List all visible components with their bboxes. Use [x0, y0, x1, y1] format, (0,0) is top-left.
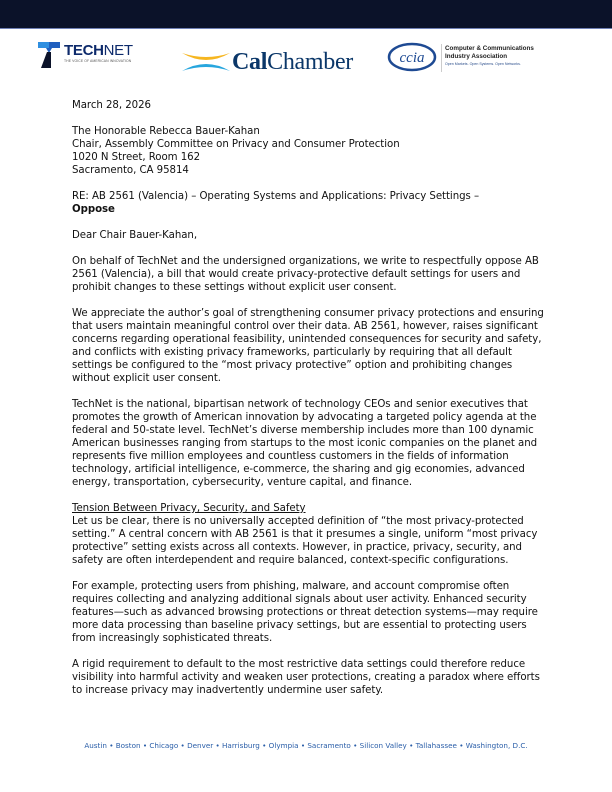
body-paragraph: For example, protecting users from phishing, malware, and account compromise often requires collecting and analyzing additional signals about user activity. Enhanced security features—such as advanced browsing protections or threat detection systems—may require more data processing than baseline privacy settings, but are essential to protecting users from increasingly sophisticated threats. [72, 581, 538, 644]
recipient-address [72, 125, 552, 177]
calchamber-wordmark: CalChamber [232, 49, 353, 75]
body-paragraph: TechNet is the national, bipartisan network of technology CEOs and senior executives that promotes the growth of American innovation by advocating a targeted policy agenda at the federal and 50-state level. TechNet’s diverse membership includes more than 100 dynamic American businesses ranging from startups to the most iconic companies on the planet and represents five million employees and countless customers in the fields of information technology, artificial intelligence, e-commerce, the sharing and gig economies, advanced energy, transportation, cybersecurity, venture capital, and finance. [72, 399, 538, 488]
body-paragraph: On behalf of TechNet and the undersigned organizations, we write to respectfully oppose AB 2561 (Valencia), a bill that would create privacy-protective default settings for users and prohibit changes to these settings without explicit user consent. [72, 256, 539, 293]
ccia-oval-icon [387, 42, 437, 72]
ccia-tagline: Open Markets. Open Systems. Open Networks. [445, 62, 521, 66]
recipient-line: Chair, Assembly Committee on Privacy and Consumer Protection [72, 139, 400, 150]
body-paragraph: We appreciate the author’s goal of strengthening consumer privacy protections and ensuring that users maintain meaningful control over their data. AB 2561, however, raises significant concerns regarding operational feasibility, unintended consequences for security and safety, and conflicts with existing privacy frameworks, particularly by requiring that all default settings be configured to the “most privacy protective” option and prohibiting changes without explicit user consent. [72, 308, 544, 384]
calchamber-swoosh-icon [182, 51, 230, 73]
ccia-divider [441, 44, 442, 72]
recipient-line: 1020 N Street, Room 162 [72, 152, 200, 163]
letter-body [72, 99, 552, 710]
body-paragraph: Let us be clear, there is no universally accepted definition of “the most privacy-protected setting.” A central concern with AB 2561 is that it presumes a single, uniform “most privacy protective” setting exists across all contexts. However, in practice, privacy, security, and safety are often interdependent and require balanced, context-specific configurations. [72, 516, 538, 566]
ccia-logo [387, 41, 567, 75]
svg-text:ccia: ccia [399, 50, 425, 66]
technet-tagline: THE VOICE OF AMERICAN INNOVATION [64, 59, 132, 63]
header-band [0, 0, 612, 29]
technet-wordmark: TECHNET [64, 42, 133, 59]
technet-logo [38, 40, 148, 70]
ccia-name: Computer & Communications Industry Association [445, 45, 534, 60]
salutation: Dear Chair Bauer-Kahan, [72, 230, 198, 241]
body-paragraph: A rigid requirement to default to the most restrictive data settings could therefore reduce visibility into harmful activity and weaken user protections, creating a paradox where efforts to increase privacy may inadvertently undermine user safety. [72, 659, 540, 696]
footer-offices: Austin • Boston • Chicago • Denver • Harrisburg • Olympia • Sacramento • Silicon Valley • Tallahassee • Washington, D.C. [84, 741, 528, 750]
position-oppose: Oppose [72, 204, 115, 215]
subject-line: RE: AB 2561 (Valencia) – Operating Systems and Applications: Privacy Settings – Oppose [72, 191, 480, 215]
recipient-line: The Honorable Rebecca Bauer-Kahan [72, 126, 260, 137]
logo-row [0, 40, 612, 80]
calchamber-logo [182, 48, 357, 78]
section-heading: Tension Between Privacy, Security, and Safety [72, 503, 306, 514]
letter-date: March 28, 2026 [72, 100, 151, 111]
technet-t-icon [38, 42, 60, 68]
recipient-line: Sacramento, CA 95814 [72, 165, 189, 176]
